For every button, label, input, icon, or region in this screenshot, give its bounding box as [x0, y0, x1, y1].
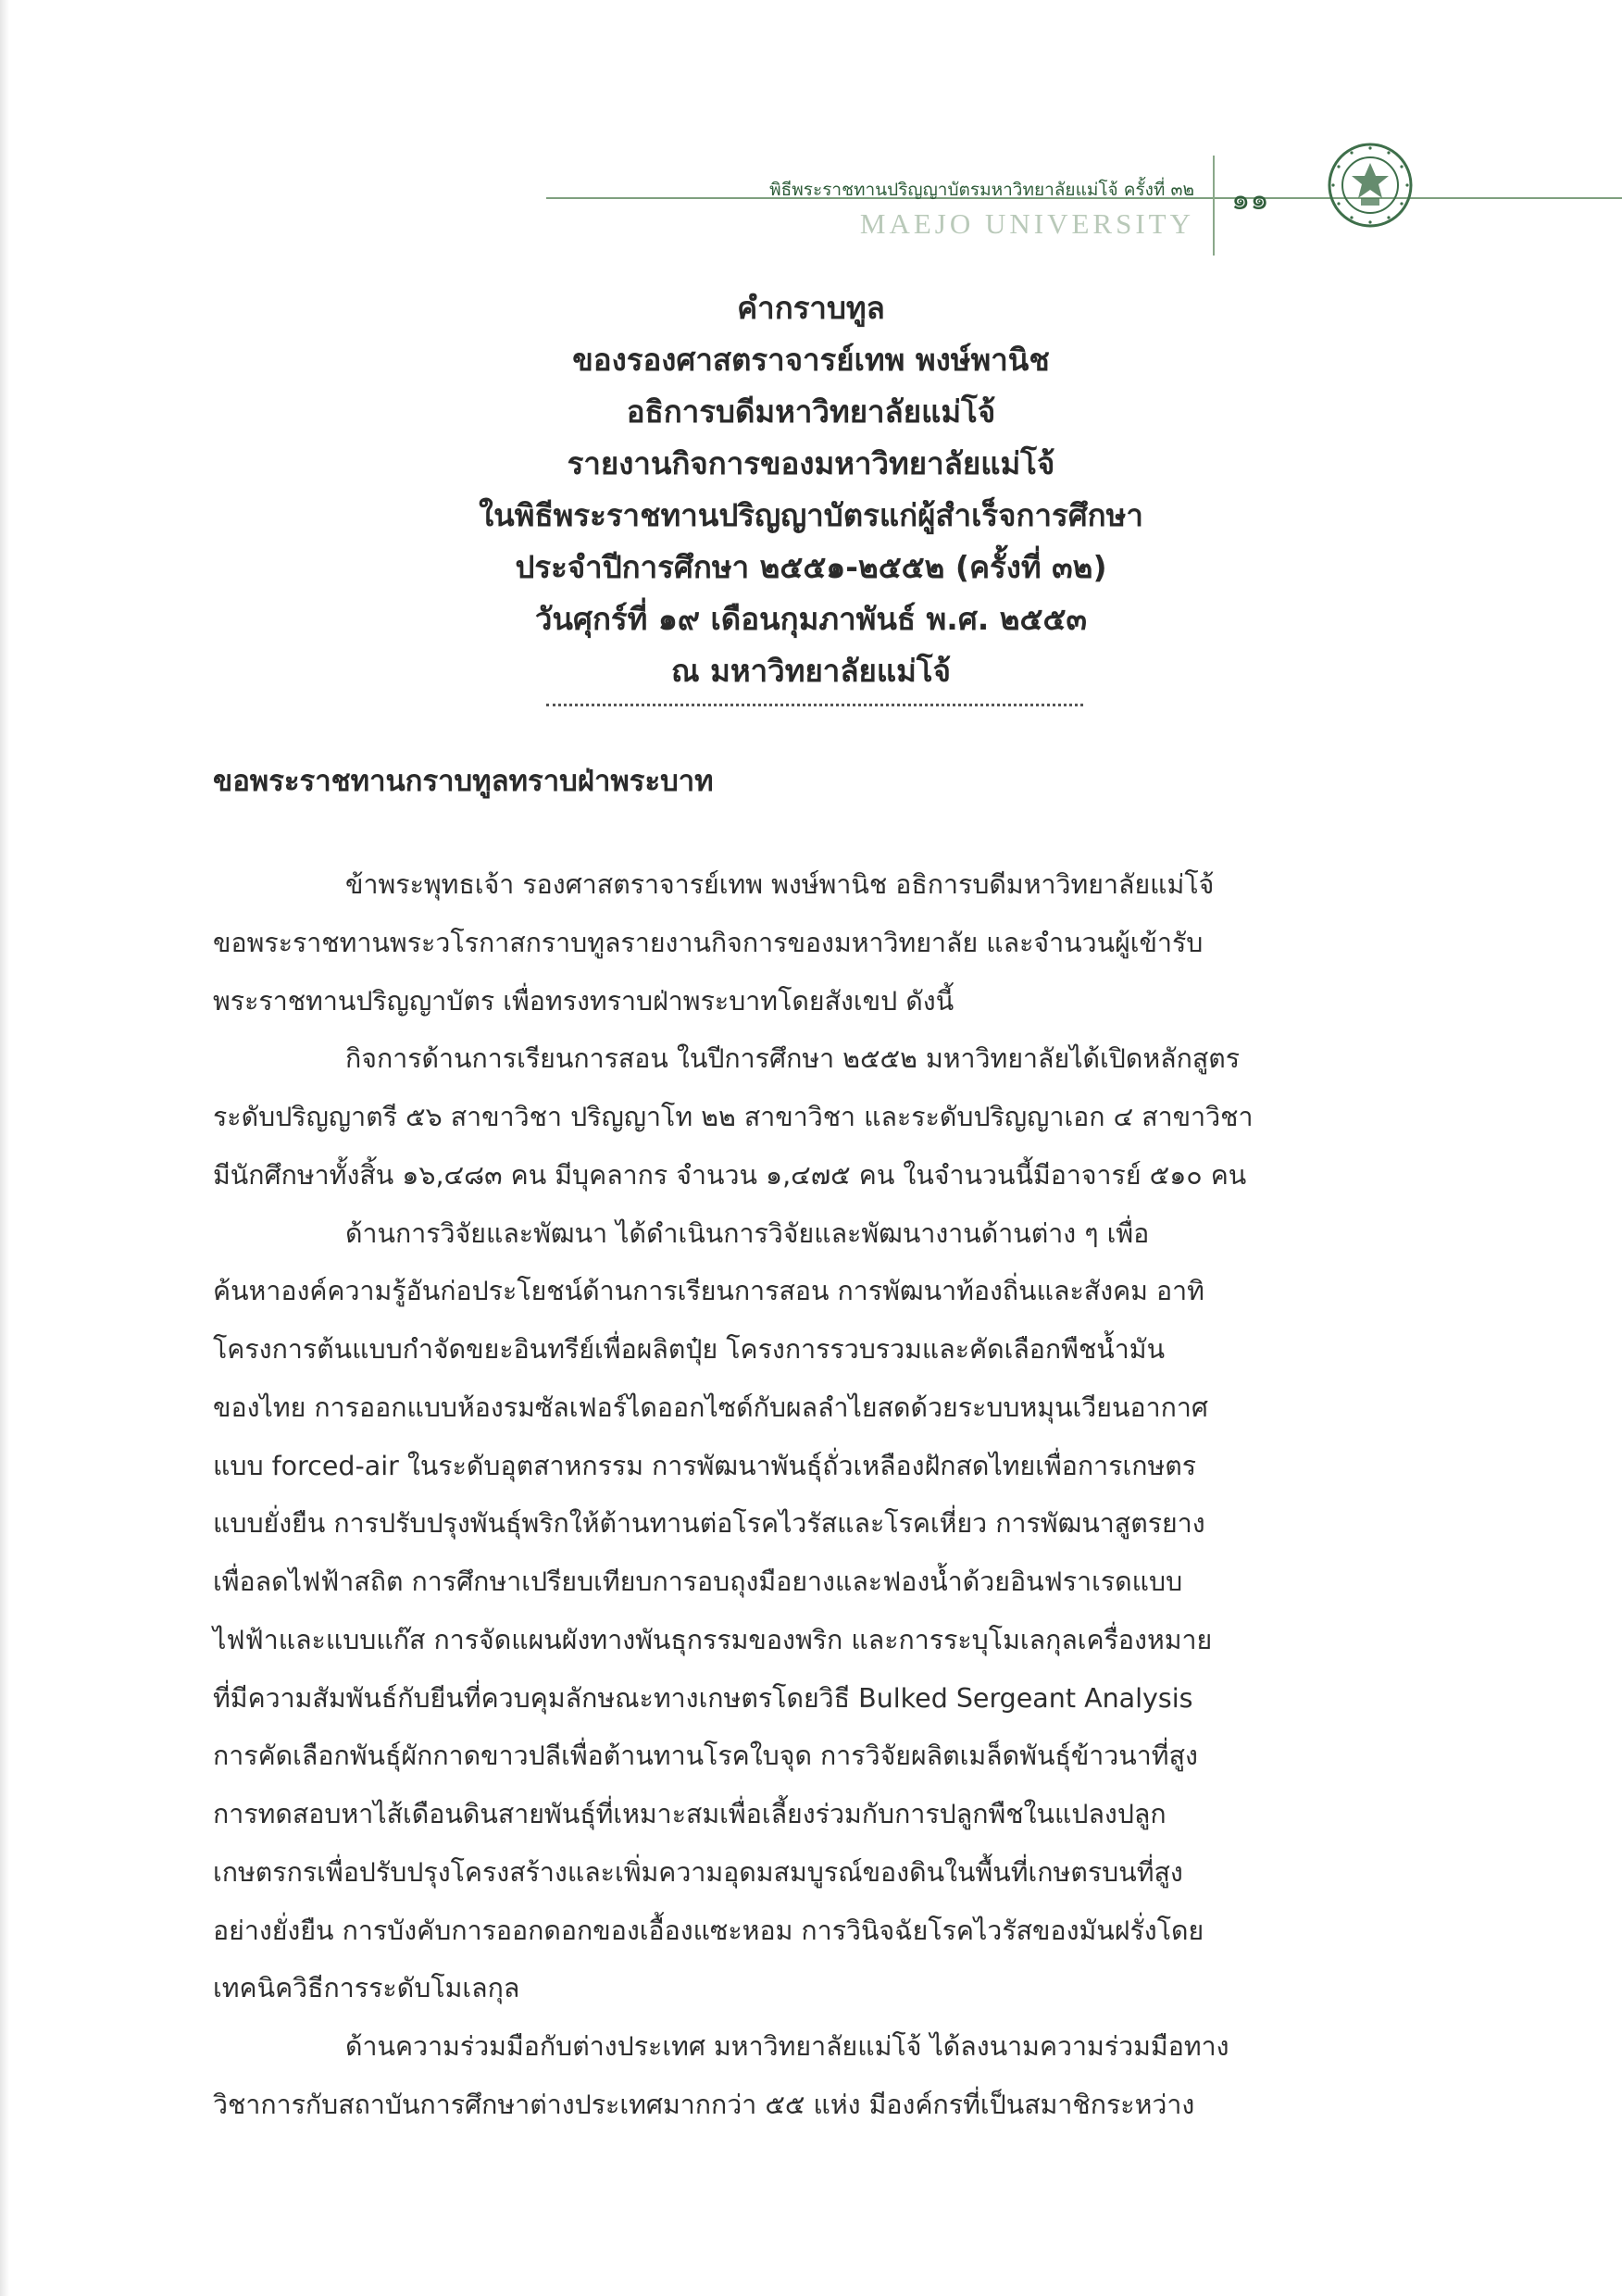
salutation: ขอพระราชทานกราบทูลทราบฝ่าพระบาท [213, 765, 714, 798]
body-line: เพื่อลดไฟฟ้าสถิต การศึกษาเปรียบเทียบการอบถุงมือยางและฟองน้ำด้วยอินฟราเรดแบบ [213, 1566, 1183, 1597]
body-line: กิจการด้านการเรียนการสอน ในปีการศึกษา ๒๕๕๒ มหาวิทยาลัยได้เปิดหลักสูตร [345, 1043, 1241, 1074]
body-line: ระดับปริญญาตรี ๕๖ สาขาวิชา ปริญญาโท ๒๒ สาขาวิชา และระดับปริญญาเอก ๔ สาขาวิชา [213, 1102, 1254, 1132]
body-line: ค้นหาองค์ความรู้อันก่อประโยชน์ด้านการเรียนการสอน การพัฒนาท้องถิ่นและสังคม อาทิ [213, 1276, 1204, 1306]
speech-title [278, 282, 1344, 697]
body-line: พระราชทานปริญญาบัตร เพื่อทรงทราบฝ่าพระบาทโดยสังเขป ดังนี้ [213, 986, 954, 1017]
page-number: ๑๑ [1231, 181, 1269, 217]
body-line: การทดสอบหาไส้เดือนดินสายพันธุ์ที่เหมาะสมเพื่อเลี้ยงร่วมกับการปลูกพืชในแปลงปลูก [213, 1799, 1167, 1829]
body-line: ที่มีความสัมพันธ์กับยีนที่ควบคุมลักษณะทางเกษตรโดยวิธี Bulked Sergeant Analysis [213, 1683, 1193, 1714]
body-line: ของไทย การออกแบบห้องรมซัลเฟอร์ไดออกไซด์กับผลลำไยสดด้วยระบบหมุนเวียนอากาศ [213, 1392, 1208, 1423]
university-seal-icon [1326, 141, 1415, 230]
title-line: ของรองศาสตราจารย์เทพ พงษ์พานิช [572, 342, 1050, 378]
body-line: ขอพระราชทานพระวโรกาสกราบทูลรายงานกิจการของมหาวิทยาลัย และจำนวนผู้เข้ารับ [213, 928, 1204, 958]
body-line: ด้านความร่วมมือกับต่างประเทศ มหาวิทยาลัยแม่โจ้ ได้ลงนามความร่วมมือทาง [345, 2031, 1229, 2062]
title-line: ประจำปีการศึกษา ๒๕๕๑-๒๕๕๒ (ครั้งที่ ๓๒) [515, 549, 1107, 585]
title-line: รายงานกิจการของมหาวิทยาลัยแม่โจ้ [567, 445, 1055, 481]
body-line: ข้าพระพุทธเจ้า รองศาสตราจารย์เทพ พงษ์พานิช อธิการบดีมหาวิทยาลัยแม่โจ้ [345, 869, 1215, 900]
dotted-separator [546, 704, 1083, 706]
body-line: วิชาการกับสถาบันการศึกษาต่างประเทศมากกว่า ๕๕ แห่ง มีองค์กรที่เป็นสมาชิกระหว่าง [213, 2090, 1195, 2120]
title-line: อธิการบดีมหาวิทยาลัยแม่โจ้ [626, 393, 996, 430]
header-caption: พิธีพระราชทานปริญญาบัตรมหาวิทยาลัยแม่โจ้ ครั้งที่ ๓๒ [769, 180, 1194, 200]
header-divider [1213, 156, 1215, 256]
title-line: ในพิธีพระราชทานปริญญาบัตรแก่ผู้สำเร็จการศึกษา [479, 497, 1143, 533]
body-line: เกษตรกรเพื่อปรับปรุงโครงสร้างและเพิ่มความอุดมสมบูรณ์ของดินในพื้นที่เกษตรบนที่สูง [213, 1857, 1183, 1888]
body-line: แบบยั่งยืน การปรับปรุงพันธุ์พริกให้ต้านทานต่อโรคไวรัสและโรคเหี่ยว การพัฒนาสูตรยาง [213, 1508, 1205, 1539]
body-line: การคัดเลือกพันธุ์ผักกาดขาวปลีเพื่อต้านทานโรคใบจุด การวิจัยผลิตเมล็ดพันธุ์ข้าวนาที่สูง [213, 1741, 1198, 1771]
header-university: MAEJO UNIVERSITY [859, 207, 1194, 240]
body-line: ไฟฟ้าและแบบแก๊ส การจัดแผนผังทางพันธุกรรมของพริก และการระบุโมเลกุลเครื่องหมาย [213, 1625, 1213, 1655]
title-line: ณ มหาวิทยาลัยแม่โจ้ [671, 653, 951, 689]
body-line: แบบ forced-air ในระดับอุตสาหกรรม การพัฒนาพันธุ์ถั่วเหลืองฝักสดไทยเพื่อการเกษตร [213, 1451, 1197, 1481]
body-line: โครงการต้นแบบกำจัดขยะอินทรีย์เพื่อผลิตปุ๋ย โครงการรวบรวมและคัดเลือกพืชน้ำมัน [213, 1334, 1166, 1365]
body-line: มีนักศึกษาทั้งสิ้น ๑๖,๔๘๓ คน มีบุคลากร จำนวน ๑,๔๗๕ คน ในจำนวนนี้มีอาจารย์ ๕๑๐ คน [213, 1160, 1247, 1191]
body-line: อย่างยั่งยืน การบังคับการออกดอกของเอื้องแซะหอม การวินิจฉัยโรคไวรัสของมันฝรั่งโดย [213, 1915, 1204, 1946]
scan-edge [0, 0, 9, 2296]
title-line: คำกราบทูล [737, 290, 885, 326]
title-line: วันศุกร์ที่ ๑๙ เดือนกุมภาพันธ์ พ.ศ. ๒๕๕๓ [534, 601, 1088, 637]
body-line: เทคนิควิธีการระดับโมเลกุล [213, 1973, 520, 2003]
body-line: ด้านการวิจัยและพัฒนา ได้ดำเนินการวิจัยและพัฒนางานด้านต่าง ๆ เพื่อ [345, 1218, 1150, 1249]
